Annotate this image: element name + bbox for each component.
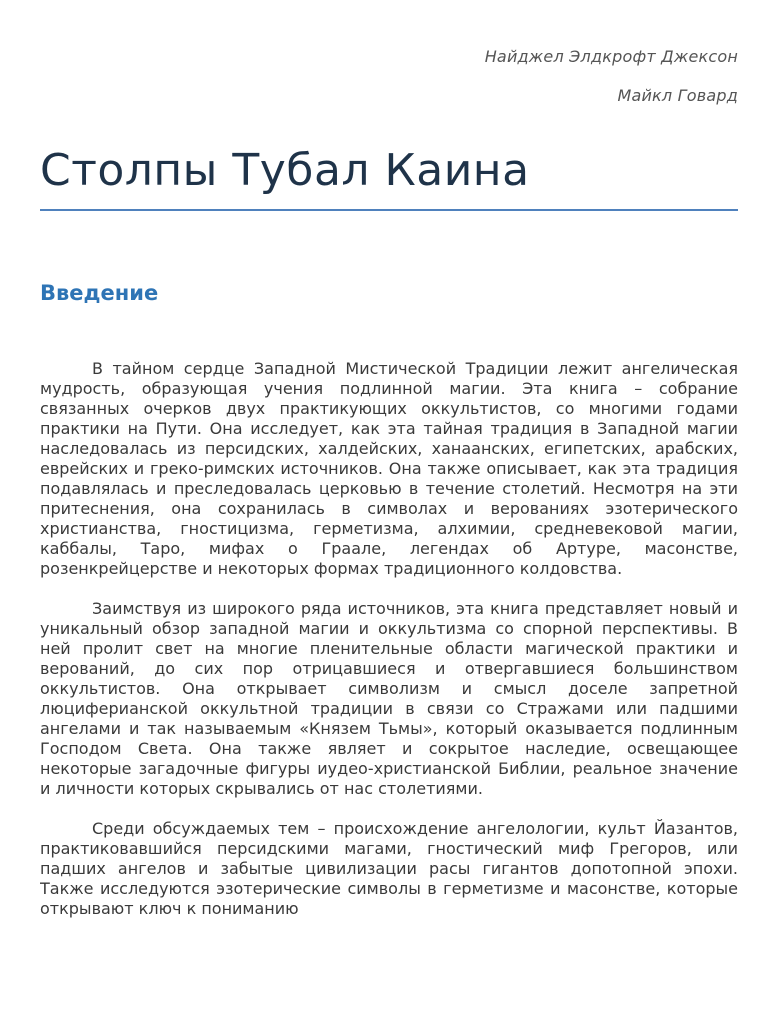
authors-block [40, 46, 738, 107]
body-paragraph: Заимствуя из широкого ряда источников, эта книга представляет новый и уникальный обзор западной магии и оккультизма со спорной перспективы. В ней пролит свет на многие пленительные области магической практики и верований, до сих пор отрицавшиеся и отвергавшиеся большинством оккультистов. Она открывает символизм и смысл доселе запретной люциферианской оккультной традиции в связи со Стражами или падшими ангелами и так называемым «Князем Тьмы», который оказывается подлинным Господом Света. Она также являет и сокрытое наследие, освещающее некоторые загадочные фигуры иудео-христианской Библии, реальное значение и личности которых скрывались от нас столетиями. [40, 599, 738, 798]
document-page [40, 0, 738, 1024]
title-underline [40, 209, 738, 211]
body-paragraph: Среди обсуждаемых тем – происхождение ангелологии, культ Йазантов, практиковавшийся персидскими магами, гностический миф Грегоров, или падших ангелов и забытые цивилизации расы гигантов допотопной эпохи. Также исследуются эзотерические символы в герметизме и масонстве, которые открывают ключ к пониманию [40, 819, 738, 918]
section-heading: Введение [40, 281, 159, 305]
document-title: Столпы Тубал Каина [40, 145, 530, 196]
author-name: Найджел Элдкрофт Джексон [484, 47, 738, 66]
body-paragraph: В тайном сердце Западной Мистической Традиции лежит ангелическая мудрость, образующая учения подлинной магии. Эта книга – собрание связанных очерков двух практикующих оккультистов, со многими годами практики на Пути. Она исследует, как эта тайная традиция в Западной магии наследовалась из персидских, халдейских, ханаанских, египетских, арабских, еврейских и греко-римских источников. Она также описывает, как эта традиция подавлялась и преследовалась церковью в течение столетий. Несмотря на эти притеснения, она сохранилась в символах и верованиях эзотерического христианства, гностицизма, герметизма, алхимии, средневековой магии, каббалы, Таро, мифах о Граале, легендах об Артуре, масонстве, розенкрейцерстве и некоторых формах традиционного колдовства. [40, 359, 738, 578]
author-name: Майкл Говард [617, 86, 738, 105]
